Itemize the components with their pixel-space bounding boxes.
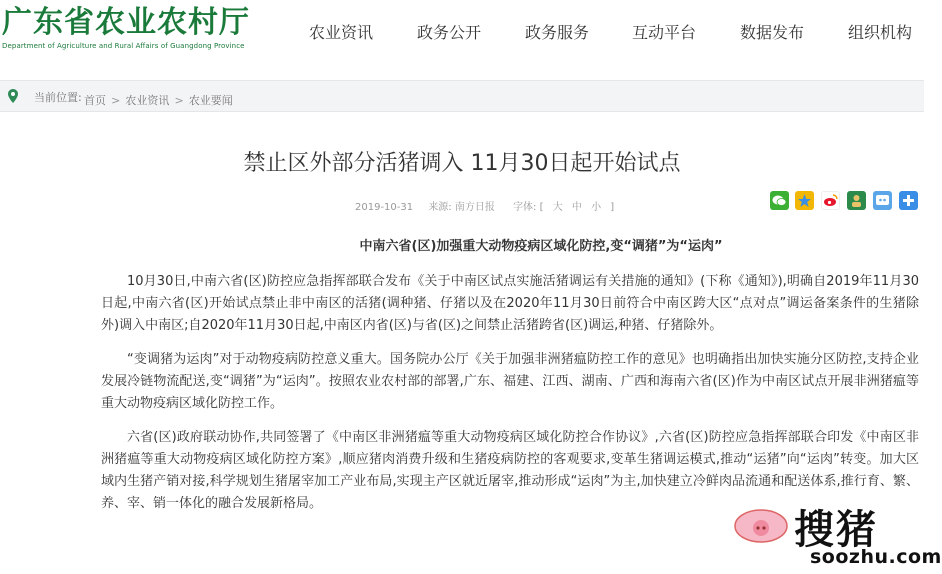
nav-item-data[interactable]: 数据发布 bbox=[740, 23, 805, 42]
nav-item-news[interactable]: 农业资讯 bbox=[309, 23, 374, 42]
breadcrumb bbox=[0, 80, 924, 112]
more-share-icon[interactable] bbox=[899, 191, 918, 210]
article-source: 来源: 南方日报 bbox=[428, 202, 495, 213]
breadcrumb-separator: > bbox=[174, 94, 184, 107]
nav-item-organization[interactable]: 组织机构 bbox=[848, 23, 913, 42]
breadcrumb-label: 当前位置: bbox=[34, 91, 82, 104]
site-header bbox=[0, 0, 924, 64]
font-size-switcher bbox=[510, 202, 617, 213]
watermark-text: 搜猪 bbox=[794, 506, 878, 553]
font-size-close: ] bbox=[610, 202, 615, 213]
main-nav bbox=[0, 20, 924, 44]
renren-icon[interactable] bbox=[847, 191, 866, 210]
nav-item-gov-service[interactable]: 政务服务 bbox=[525, 23, 590, 42]
font-size-small-button[interactable]: 小 bbox=[591, 202, 602, 213]
article-paragraph: 10月30日,中南六省(区)防控应急指挥部联合发布《关于中南区试点实施活猪调运有关措施的通知》(下称《通知》),明确自2019年11月30日起,中南六省(区)开始试点禁止非中南区的活猪(调种猪、仔猪以及在2020年11月30日前符合中南区跨大区“点对点”调运备案条件的生猪除外)调入中南区;自2020年11月30日起,中南区内省(区)与省(区)之间禁止活猪跨省(区)调运,种猪、仔猪除外。 bbox=[101, 274, 919, 333]
nav-item-gov-info[interactable]: 政务公开 bbox=[417, 23, 482, 42]
article-date: 2019-10-31 bbox=[355, 202, 414, 213]
font-size-large-button[interactable]: 大 bbox=[552, 202, 563, 213]
article-paragraph: 六省(区)政府联动协作,共同签署了《中南区非洲猪瘟等重大动物疫病区域化防控合作协议》,六省(区)防控应急指挥部联合印发《中南区非洲猪瘟等重大动物疫病区域化防控方案》,顺应猪肉消费升级和生猪疫病防控的客观要求,变革生猪调运模式,推动“运猪”向“运肉”转变。加大区域内生猪产销对接,科学规划生猪屠宰加工产业布局,实现主产区就近屠宰,推动形成“运肉”为主,加快建立冷鲜肉品流通和配送体系,推行育、繁、养、宰、销一体化的融合发展新格局。 bbox=[101, 430, 919, 511]
tencent-weibo-icon[interactable] bbox=[873, 191, 892, 210]
font-size-label: 字体: [ bbox=[513, 202, 544, 213]
article-paragraph: “变调猪为运肉”对于动物疫病防控意义重大。国务院办公厅《关于加强非洲猪瘟防控工作的意见》也明确指出加快实施分区防控,支持企业发展冷链物流配送,变“调猪”为“运肉”。按照农业农村部的部署,广东、福建、江西、湖南、广西和海南六省(区)作为中南区试点开展非洲猪瘟等重大动物疫病区域化防控工作。 bbox=[101, 352, 919, 411]
site-name: 广东省农业农村厅 bbox=[2, 5, 250, 40]
watermark bbox=[730, 498, 942, 574]
breadcrumb-news[interactable]: 农业资讯 bbox=[125, 94, 170, 107]
watermark-pig-logo bbox=[730, 504, 792, 546]
watermark-url: soozhu.com bbox=[810, 546, 942, 568]
breadcrumb-home[interactable]: 首页 bbox=[84, 94, 106, 107]
article-title: 禁止区外部分活猪调入 11月30日起开始试点 bbox=[243, 151, 681, 176]
wechat-icon[interactable] bbox=[770, 191, 789, 210]
article-subtitle: 中南六省(区)加强重大动物疫病区域化防控,变“调猪”为“运肉” bbox=[359, 239, 723, 254]
font-size-medium-button[interactable]: 中 bbox=[571, 202, 582, 213]
breadcrumb-headlines[interactable]: 农业要闻 bbox=[188, 94, 233, 107]
article-body bbox=[101, 236, 919, 527]
article-meta bbox=[355, 198, 629, 213]
nav-item-interaction[interactable]: 互动平台 bbox=[632, 23, 697, 42]
breadcrumb-separator: > bbox=[111, 94, 121, 107]
site-name-en: Department of Agriculture and Rural Affairs of Guangdong Province bbox=[2, 42, 245, 50]
location-pin-icon bbox=[8, 89, 18, 103]
weibo-icon[interactable] bbox=[821, 191, 840, 210]
qzone-icon[interactable] bbox=[795, 191, 814, 210]
